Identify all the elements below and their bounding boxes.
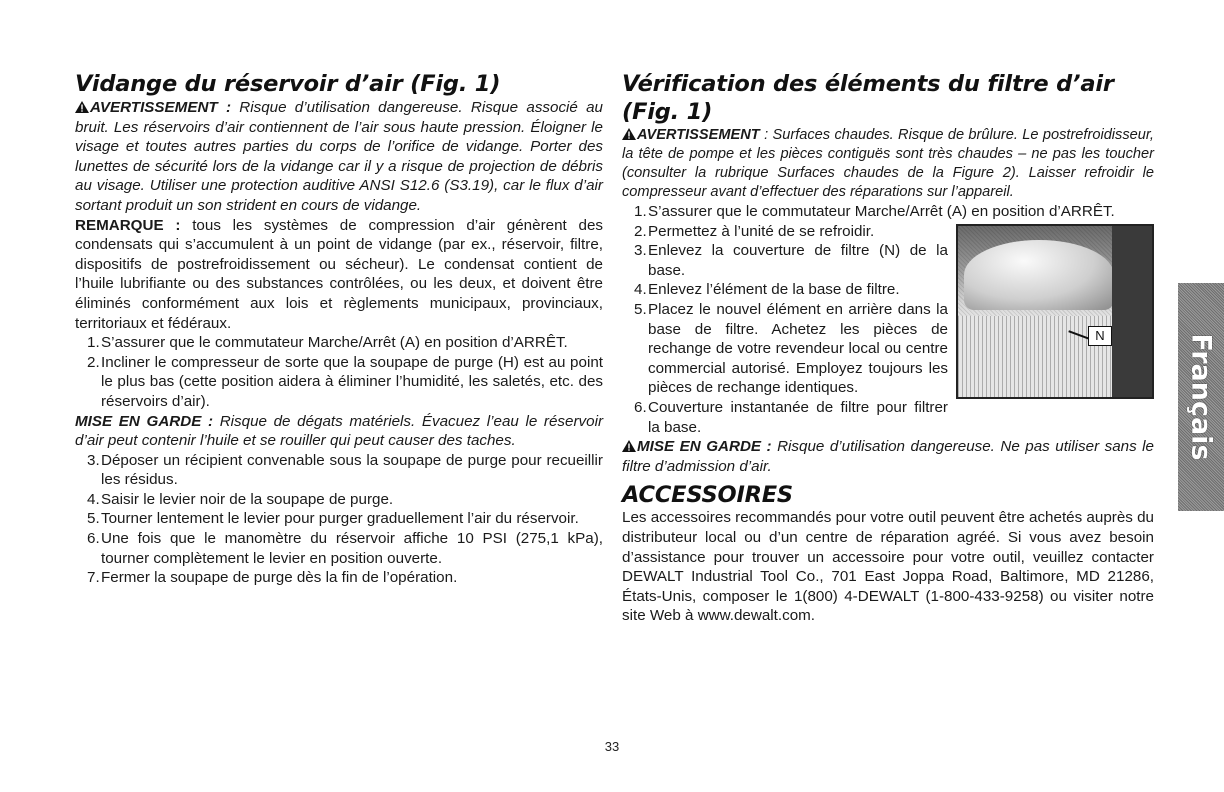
caution-text: Risque d’utilisation dangereuse. Ne pas utiliser sans le filtre d’admission d’air.: [622, 438, 1154, 475]
warning-label: AVERTISSEMENT :: [90, 99, 232, 116]
note-text: tous les systèmes de compression d’air génèrent des condensats qui s’accumulent à un point de vidange (par ex., réservoir, filtre, dispositifs de postrefroidissement ou sécheur). Le condensat contient de l’huile lubrifiante ou des substances contrôlées, ou les deux, et doivent être éliminés conformément aux lois et règlements municipaux, provinciaux, territoriaux et fédéraux.: [75, 216, 604, 332]
caution-paragraph: [622, 437, 1154, 476]
warning-paragraph: [75, 98, 603, 216]
section-title-air-filter: Vérification des éléments du filtre d’air (Fig. 1): [622, 71, 1114, 125]
page-number: 33: [604, 739, 620, 754]
drain-steps-list-b: [75, 451, 603, 588]
filter-steps-list: [622, 202, 1154, 437]
accessories-paragraph: Les accessoires recommandés pour votre outil peuvent être achetés auprès du distributeur local ou d’un centre de réparation agréé. Si vous avez besoin d’assistance pour trouver un accessoire pour votre outil, veuillez contacter DEWALT Industrial Tool Co., 701 East Joppa Road, Baltimore, MD 21286, États-Unis, composer le 1(800) 4-DEWALT (1-800-433-9258) ou visiter notre site Web à www.dewalt.com.: [622, 509, 1154, 625]
language-side-tab: [1178, 283, 1224, 511]
left-column: [75, 70, 603, 588]
warning-triangle-icon: [75, 101, 89, 113]
list-item: 1.S’assurer que le commutateur Marche/Arrêt (A) en position d’ARRÊT.: [634, 203, 1115, 220]
warning-paragraph: [622, 126, 1154, 202]
list-item: 4.Enlevez l’élément de la base de filtre.: [634, 281, 900, 299]
list-item: 6.Une fois que le manomètre du réservoir affiche 10 PSI (275,1 kPa), tourner complètement le levier en position ouverte.: [87, 530, 603, 567]
air-filter-photo: [956, 224, 1154, 399]
list-item: 2.Incliner le compresseur de sorte que la soupape de purge (H) est au point le plus bas (cette position aidera à éliminer l’humidité, les saletés, etc. des réservoirs d’air).: [87, 353, 603, 410]
list-item: 5.Placez le nouvel élément en arrière dans la base de filtre. Achetez les pièces de rechange de votre revendeur local ou centre commercial autorisé. Employez toujours les pièces de rechange identiques.: [634, 300, 948, 397]
note-label: REMARQUE :: [75, 216, 181, 234]
list-item: 5.Tourner lentement le levier pour purger graduellement l’air du réservoir.: [87, 510, 579, 528]
list-item: 4.Saisir le levier noir de la soupape de purge.: [87, 490, 394, 508]
warning-label: AVERTISSEMENT: [637, 127, 760, 143]
warning-triangle-icon: [622, 440, 636, 452]
caution-paragraph: [75, 412, 603, 451]
language-tab-label: Français: [1185, 333, 1217, 461]
list-item: 2.Permettez à l’unité de se refroidir.: [634, 222, 875, 240]
warning-text: : Surfaces chaudes. Risque de brûlure. Le postrefroidisseur, la tête de pompe et les pièces contiguës sont très chaudes – ne pas les toucher (consulter la rubrique Surfaces chaudes de la Figure 2). Laisser refroidir le compresseur avant d’effectuer des réparations sur l’appareil.: [622, 127, 1154, 200]
note-paragraph: [75, 216, 603, 334]
list-item: 1.S’assurer que le commutateur Marche/Arrêt (A) en position d’ARRÊT.: [87, 334, 568, 352]
caution-label: MISE EN GARDE :: [75, 412, 214, 430]
list-item: 6.Couverture instantanée de filtre pour filtrer la base.: [634, 398, 948, 436]
filter-figure: [956, 224, 1154, 399]
section-title-accessories: ACCESSOIRES: [622, 482, 793, 509]
figure-callout-label: N: [1088, 326, 1112, 346]
right-column: [622, 70, 1154, 626]
caution-label: MISE EN GARDE :: [637, 438, 772, 456]
warning-triangle-icon: [622, 128, 636, 140]
list-item: 3.Déposer un récipient convenable sous la soupape de purge pour recueillir les résidus.: [87, 451, 603, 489]
drain-steps-list-a: [75, 333, 603, 411]
section-title-drain-tank: Vidange du réservoir d’air (Fig. 1): [75, 71, 501, 97]
warning-text: Risque d’utilisation dangereuse. Risque associé au bruit. Les réservoirs d’air contiennent de l’air sous haute pression. Éloigner le visage et toutes autres parties du corps de l’orifice de vidange. Porter des lunettes de sécurité lors de la vidange car il y a risque de projection de débris au visage. Utiliser une protection auditive ANSI S12.6 (S3.19), car le flux d’air sortant produit un son strident en cours de vidange.: [75, 99, 603, 214]
list-item: 3.Enlevez la couverture de filtre (N) de la base.: [634, 242, 948, 279]
caution-text: Risque de dégats matériels. Évacuez l’eau le réservoir d’air peut contenir l’huile et se rouiller qui peut causer des taches.: [75, 412, 604, 450]
list-item: 7.Fermer la soupape de purge dès la fin de l’opération.: [87, 569, 458, 587]
